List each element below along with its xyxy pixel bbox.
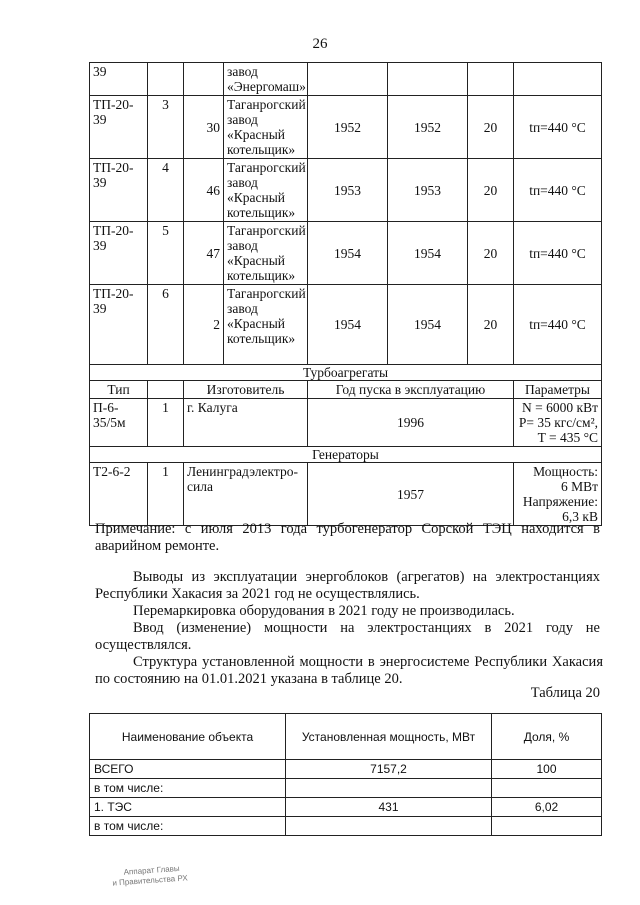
table20-caption: Таблица 20 <box>530 685 600 701</box>
installed-capacity <box>286 817 492 836</box>
steam-temperature: tп=440 °C <box>514 285 602 365</box>
manufacturer: Таганрогский завод «Красный котельщик» <box>224 285 308 365</box>
turbo-param-power: N = 6000 кВт <box>522 400 598 415</box>
year-manufactured: 1952 <box>308 96 388 159</box>
manufacturer: Таганрогский завод «Красный котельщик» <box>224 159 308 222</box>
steam-temperature: tп=440 °C <box>514 96 602 159</box>
installed-capacity: 431 <box>286 798 492 817</box>
year-manufactured: 1953 <box>308 159 388 222</box>
generators-section-title: Генераторы <box>90 447 602 463</box>
generator-param-power-label: Мощность: <box>533 464 598 479</box>
turbo-maker: г. Калуга <box>184 399 308 447</box>
station-number: 30 <box>184 96 224 159</box>
paragraph-remarking: Перемаркировка оборудования в 2021 году не производилась. <box>133 603 515 619</box>
page-number: 26 <box>312 36 328 52</box>
year-commissioned: 1952 <box>388 96 468 159</box>
col-header-params: Параметры <box>514 381 602 399</box>
object-name: 1. ТЭС <box>90 798 286 817</box>
year-commissioned: 1953 <box>388 159 468 222</box>
steam-output: 20 <box>468 285 514 365</box>
manufacturer: Таганрогский завод «Красный котельщик» <box>224 222 308 285</box>
stamp-line: и Правительства РХ <box>112 873 189 888</box>
year-manufactured: 1954 <box>308 222 388 285</box>
table-row <box>90 798 602 817</box>
col-header-maker: Изготовитель <box>184 381 308 399</box>
station-number: 47 <box>184 222 224 285</box>
office-stamp <box>111 863 188 888</box>
share-percent <box>492 817 602 836</box>
table-row <box>90 760 602 779</box>
station-number <box>184 63 224 96</box>
col-header-capacity: Установленная мощность, МВт <box>286 714 492 760</box>
table-row <box>90 285 602 365</box>
object-name: в том числе: <box>90 817 286 836</box>
table-row <box>90 63 602 96</box>
boiler-number: 5 <box>148 222 184 285</box>
equipment-table <box>89 62 602 526</box>
table-row <box>90 817 602 836</box>
steam-output: 20 <box>468 159 514 222</box>
generator-param-voltage-label: Напряжение: <box>522 494 598 509</box>
generator-type: Т2-6-2 <box>90 463 148 526</box>
generator-params <box>514 463 602 526</box>
steam-output: 20 <box>468 222 514 285</box>
year-commissioned <box>388 63 468 96</box>
boiler-number: 6 <box>148 285 184 365</box>
boiler-type: ТП-20-39 <box>90 285 148 365</box>
generator-param-voltage: 6,3 кВ <box>562 509 598 524</box>
year-commissioned: 1954 <box>388 222 468 285</box>
share-percent: 6,02 <box>492 798 602 817</box>
table-row <box>90 159 602 222</box>
boiler-type: ТП-20-39 <box>90 96 148 159</box>
table-row <box>90 222 602 285</box>
table-row <box>90 96 602 159</box>
object-name: в том числе: <box>90 779 286 798</box>
installed-capacity: 7157,2 <box>286 760 492 779</box>
boiler-number <box>148 63 184 96</box>
boiler-type: ТП-20-39 <box>90 159 148 222</box>
object-name: ВСЕГО <box>90 760 286 779</box>
table20-header-row <box>90 714 602 760</box>
turbo-number: 1 <box>148 399 184 447</box>
col-header-name: Наименование объекта <box>90 714 286 760</box>
manufacturer: завод «Энергомаш» <box>224 63 308 96</box>
empty-cell <box>148 381 184 399</box>
paragraph-decommissioning: Выводы из эксплуатации энергоблоков (агрегатов) на электростанциях Республики Хакасия за 2021 год не осуществлялись. <box>95 569 600 602</box>
table-row <box>90 463 602 526</box>
year-manufactured: 1954 <box>308 285 388 365</box>
turbo-params <box>514 399 602 447</box>
paragraph-commissioning: Ввод (изменение) мощности на электростанциях в 2021 году не осуществлялся. <box>95 620 600 653</box>
share-percent: 100 <box>492 760 602 779</box>
col-header-year: Год пуска в эксплуатацию <box>308 381 514 399</box>
station-number: 46 <box>184 159 224 222</box>
boiler-number: 4 <box>148 159 184 222</box>
stamp-line: Аппарат Главы <box>123 863 180 877</box>
steam-output: 20 <box>468 96 514 159</box>
steam-output <box>468 63 514 96</box>
steam-temperature <box>514 63 602 96</box>
turbo-section-title: Турбоагрегаты <box>90 365 602 381</box>
turbo-param-temperature: T = 435 °C <box>537 430 598 445</box>
generator-param-power: 6 МВт <box>560 479 598 494</box>
share-percent <box>492 779 602 798</box>
year-commissioned: 1954 <box>388 285 468 365</box>
generator-maker: Ленинградэлектро-сила <box>184 463 308 526</box>
station-number: 2 <box>184 285 224 365</box>
boiler-type: 39 <box>90 63 148 96</box>
steam-temperature: tп=440 °C <box>514 222 602 285</box>
capacity-table <box>89 713 602 836</box>
section-header <box>90 447 602 463</box>
generator-year: 1957 <box>308 463 514 526</box>
paragraph-structure: Структура установленной мощности в энергосистеме Республики Хакасия по состоянию на 01.01.2021 указана в таблице 20. <box>95 654 603 687</box>
turbo-year: 1996 <box>308 399 514 447</box>
boiler-number: 3 <box>148 96 184 159</box>
col-header-type: Тип <box>90 381 148 399</box>
year-manufactured <box>308 63 388 96</box>
steam-temperature: tп=440 °C <box>514 159 602 222</box>
table-row <box>90 779 602 798</box>
note: Примечание: с июля 2013 года турбогенератор Сорской ТЭЦ находится в аварийном ремонте. <box>95 521 600 554</box>
col-header-share: Доля, % <box>492 714 602 760</box>
turbo-type: П-6-35/5м <box>90 399 148 447</box>
turbo-param-pressure: P= 35 кгс/см², <box>518 415 598 430</box>
section-header <box>90 365 602 381</box>
turbo-header-row <box>90 381 602 399</box>
boiler-type: ТП-20-39 <box>90 222 148 285</box>
installed-capacity <box>286 779 492 798</box>
table-row <box>90 399 602 447</box>
generator-number: 1 <box>148 463 184 526</box>
manufacturer: Таганрогский завод «Красный котельщик» <box>224 96 308 159</box>
